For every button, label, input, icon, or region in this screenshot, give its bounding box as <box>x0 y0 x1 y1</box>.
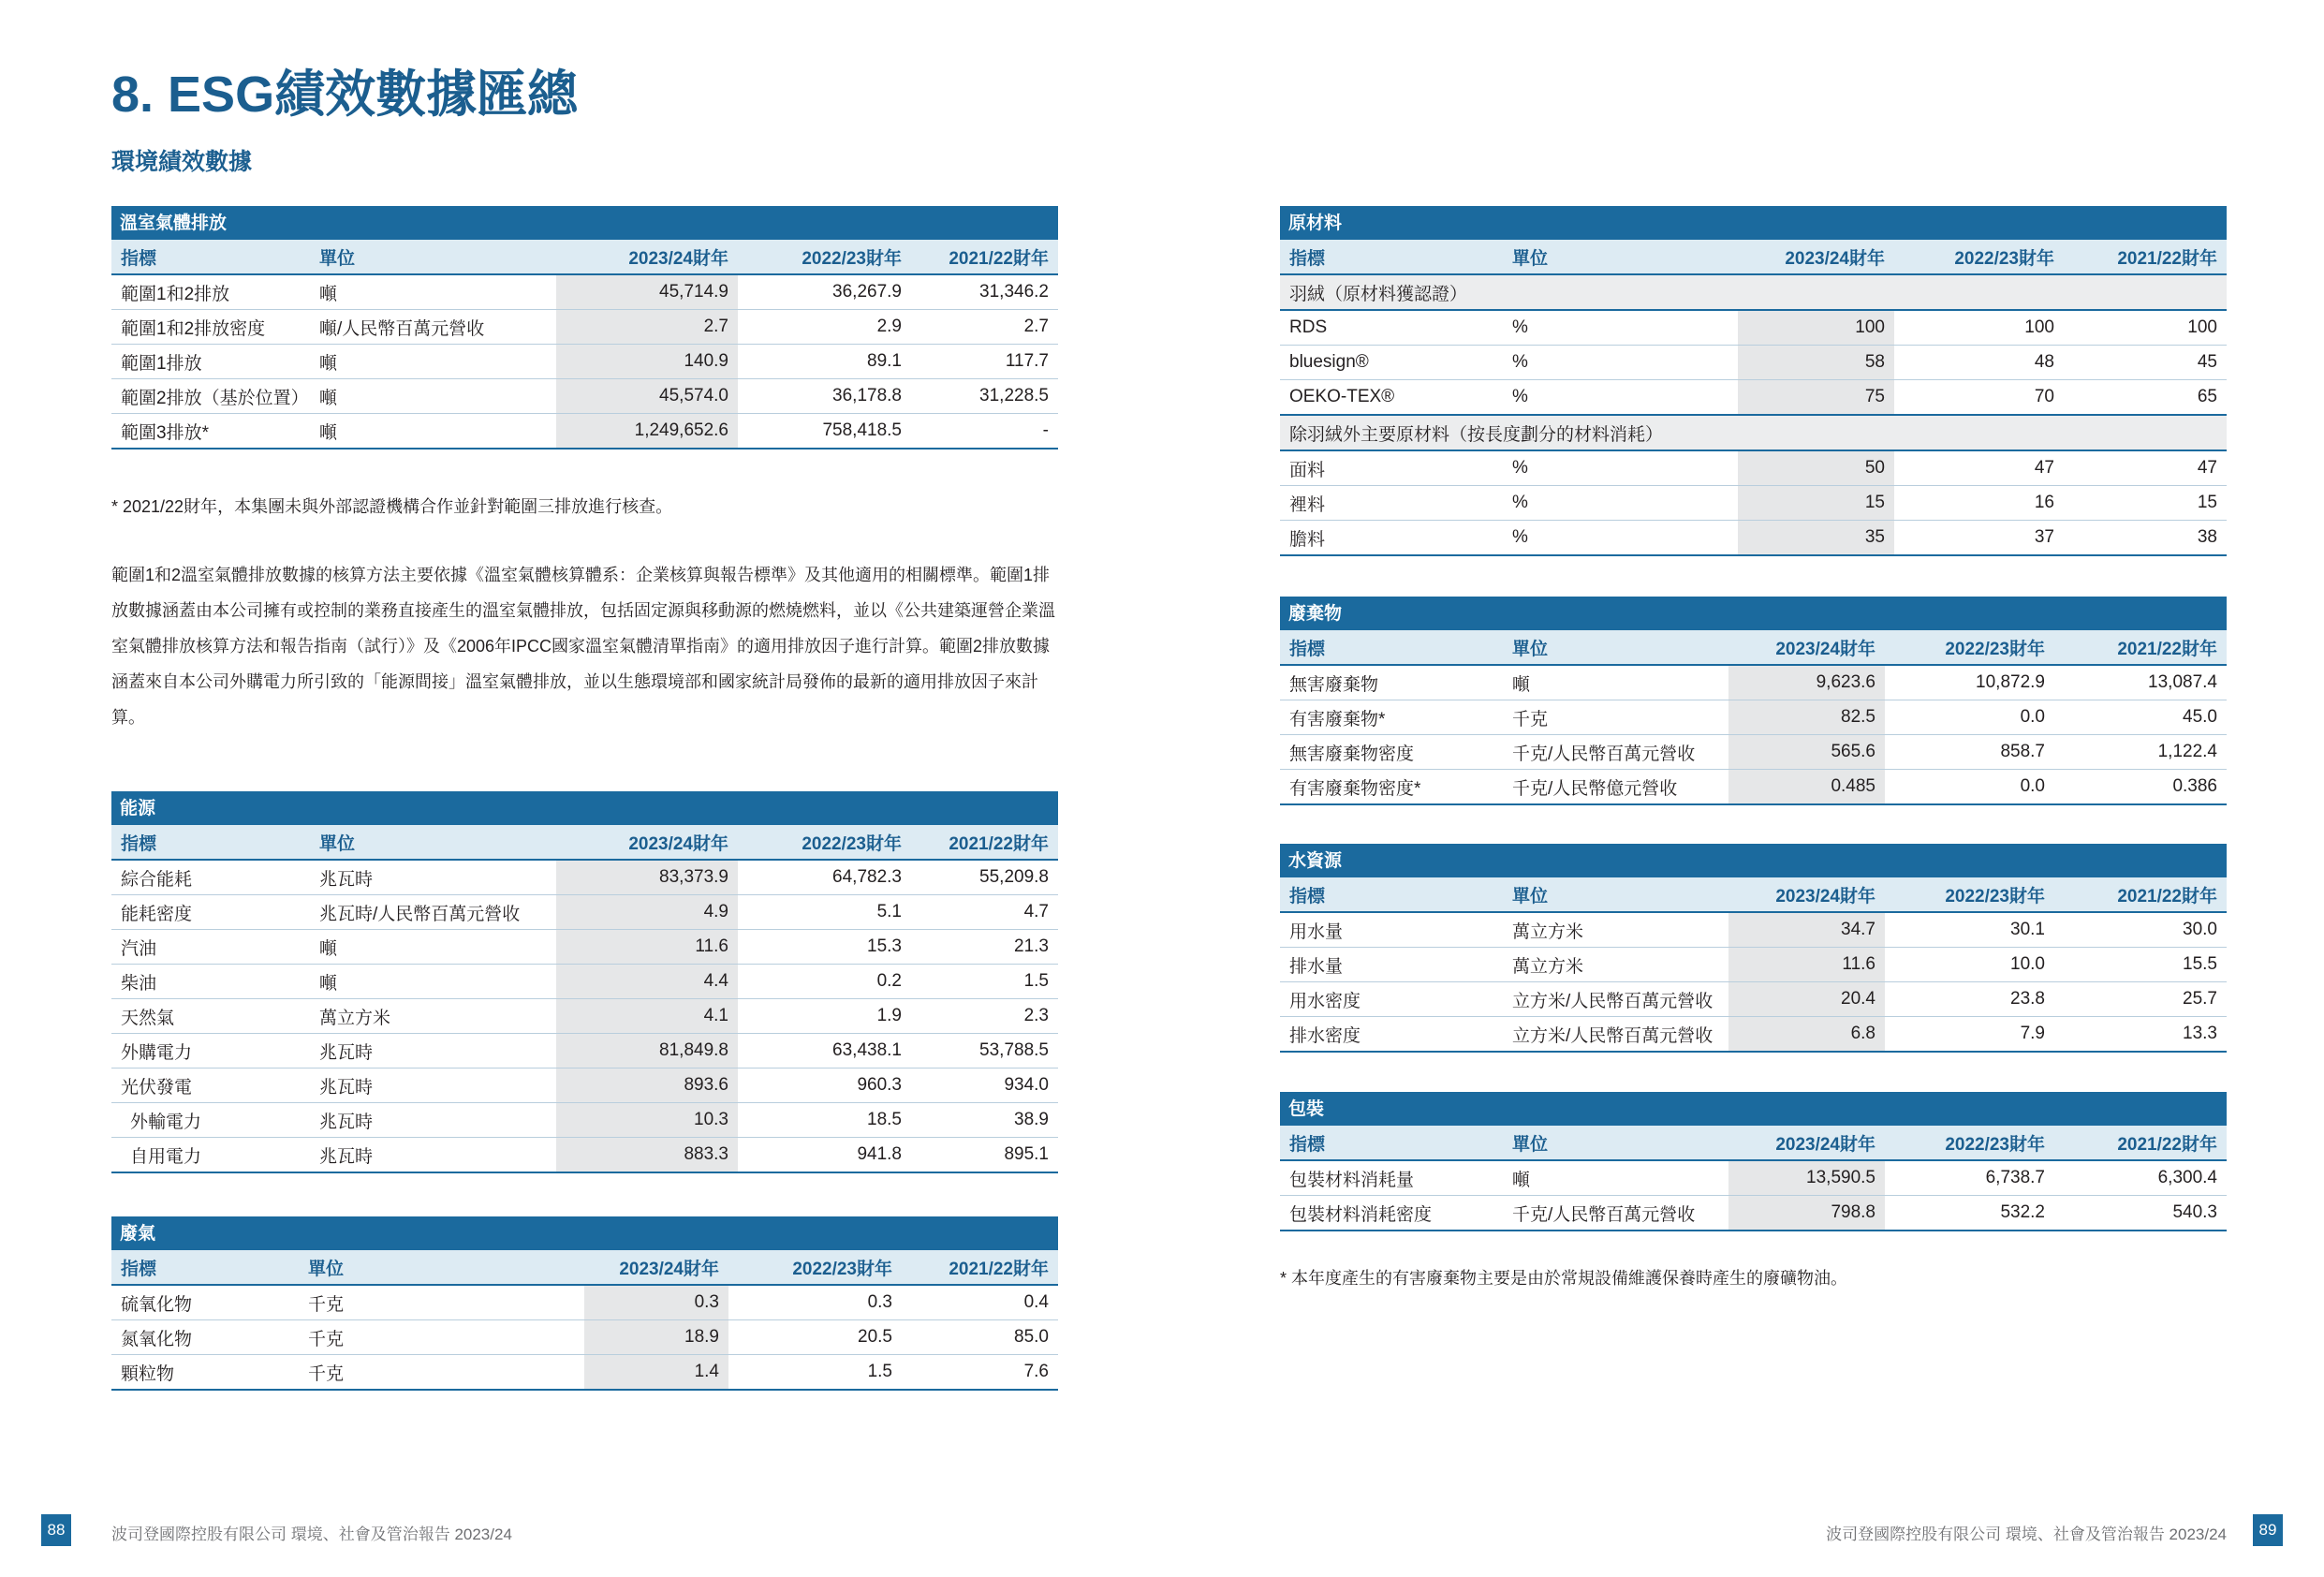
table-row <box>1280 948 2227 982</box>
value-fy2021-22: 21.3 <box>911 930 1058 965</box>
unit-cell: 噸 <box>310 414 556 450</box>
header-fy2021-22: 2021/22財年 <box>911 825 1058 860</box>
value-fy2021-22: 47 <box>2064 450 2227 486</box>
table-row <box>111 999 1058 1034</box>
value-fy2023-24: 1.4 <box>584 1355 728 1391</box>
value-fy2023-24: 4.9 <box>556 895 738 930</box>
value-fy2021-22: 25.7 <box>2054 982 2227 1017</box>
ghg-footnote: * 2021/22財年，本集團未與外部認證機構合作並針對範圍三排放進行核查。 <box>111 497 673 516</box>
unit-cell: % <box>1503 310 1738 346</box>
table-row <box>111 930 1058 965</box>
value-fy2023-24: 11.6 <box>556 930 738 965</box>
table-body <box>111 860 1058 1172</box>
page-number-left: 88 <box>41 1514 71 1546</box>
table-body <box>1280 665 2227 804</box>
unit-cell: 千克/人民幣百萬元營收 <box>1503 1196 1728 1231</box>
table-row <box>111 345 1058 379</box>
value-fy2022-23: 2.9 <box>738 310 911 345</box>
value-fy2021-22: 38.9 <box>911 1103 1058 1138</box>
indicator-cell: 有害廢棄物密度* <box>1280 770 1503 805</box>
table-group-row <box>1280 415 2227 450</box>
value-fy2023-24: 893.6 <box>556 1069 738 1103</box>
table-row <box>1280 1160 2227 1196</box>
energy-table-title: 能源 <box>111 791 1058 825</box>
value-fy2023-24: 9,623.6 <box>1728 665 1885 700</box>
table-row <box>111 1069 1058 1103</box>
value-fy2021-22: 45 <box>2064 346 2227 380</box>
header-fy2022-23: 2022/23財年 <box>1885 1126 2054 1160</box>
indicator-cell: 用水量 <box>1280 912 1503 948</box>
indicator-cell: 天然氣 <box>111 999 310 1034</box>
value-fy2022-23: 758,418.5 <box>738 414 911 450</box>
indicator-cell: 用水密度 <box>1280 982 1503 1017</box>
table-row <box>111 1285 1058 1320</box>
value-fy2023-24: 565.6 <box>1728 735 1885 770</box>
value-fy2022-23: 70 <box>1894 380 2064 416</box>
indicator-cell: RDS <box>1280 310 1503 346</box>
section-subtitle: 環境績效數據 <box>111 149 253 175</box>
table-header-row <box>1280 240 2227 274</box>
unit-cell: 噸 <box>310 930 556 965</box>
table-row <box>111 895 1058 930</box>
indicator-cell: 範圍2排放（基於位置） <box>111 379 310 414</box>
value-fy2021-22: 15.5 <box>2054 948 2227 982</box>
value-fy2021-22: 13,087.4 <box>2054 665 2227 700</box>
table-header-row <box>111 240 1058 274</box>
value-fy2021-22: 2.3 <box>911 999 1058 1034</box>
unit-cell: 萬立方米 <box>310 999 556 1034</box>
indicator-cell: 面料 <box>1280 450 1503 486</box>
value-fy2021-22: - <box>911 414 1058 450</box>
indicator-cell: 範圍1排放 <box>111 345 310 379</box>
value-fy2023-24: 13,590.5 <box>1728 1160 1885 1196</box>
indicator-cell: 裡料 <box>1280 486 1503 521</box>
value-fy2021-22: 30.0 <box>2054 912 2227 948</box>
value-fy2022-23: 960.3 <box>738 1069 911 1103</box>
group-label-other: 除羽絨外主要原材料（按長度劃分的材料消耗） <box>1280 415 2227 450</box>
header-fy2021-22: 2021/22財年 <box>911 240 1058 274</box>
table-row <box>111 1034 1058 1069</box>
table-row <box>1280 346 2227 380</box>
value-fy2023-24: 4.4 <box>556 965 738 999</box>
table-header-row <box>1280 630 2227 665</box>
indicator-cell: 範圍1和2排放 <box>111 274 310 310</box>
header-fy2023-24: 2023/24財年 <box>556 240 738 274</box>
value-fy2022-23: 100 <box>1894 310 2064 346</box>
indicator-cell: 自用電力 <box>111 1138 310 1173</box>
exhaust-data-table <box>111 1250 1058 1391</box>
value-fy2021-22: 31,228.5 <box>911 379 1058 414</box>
header-unit: 單位 <box>310 240 556 274</box>
value-fy2022-23: 16 <box>1894 486 2064 521</box>
unit-cell: 千克 <box>1503 700 1728 735</box>
value-fy2023-24: 0.485 <box>1728 770 1885 805</box>
packaging-data-table <box>1280 1126 2227 1231</box>
value-fy2021-22: 934.0 <box>911 1069 1058 1103</box>
value-fy2023-24: 18.9 <box>584 1320 728 1355</box>
methodology-paragraph: 範圍1和2溫室氣體排放數據的核算方法主要依據《溫室氣體核算體系：企業核算與報告標準》及其他適用的相關標準。範圍1排放數據涵蓋由本公司擁有或控制的業務直接產生的溫室氣體排放，包括固定源與移動源的燃燒燃料，並以《公共建築運營企業溫室氣體排放核算方法和報告指南（試行）》及《2006年IPCC國家溫室氣體清單指南》的適用排放因子進行計算。範圍2排放數據涵蓋來自本公司外購電力所引致的「能源間接」溫室氣體排放，並以生態環境部和國家統計局發佈的最新的適用排放因子來計算。 <box>111 566 1055 727</box>
value-fy2021-22: 1.5 <box>911 965 1058 999</box>
value-fy2023-24: 1,249,652.6 <box>556 414 738 450</box>
energy-table <box>111 791 1058 1173</box>
indicator-cell: bluesign® <box>1280 346 1503 380</box>
value-fy2023-24: 35 <box>1738 521 1894 556</box>
footer-text-left: 波司登國際控股有限公司 環境、社會及管治報告 2023/24 <box>111 1525 512 1543</box>
unit-cell: 噸 <box>1503 665 1728 700</box>
unit-cell: % <box>1503 486 1738 521</box>
value-fy2022-23: 20.5 <box>728 1320 902 1355</box>
header-fy2022-23: 2022/23財年 <box>1894 240 2064 274</box>
table-header-row <box>111 1250 1058 1285</box>
indicator-cell: 顆粒物 <box>111 1355 299 1391</box>
value-fy2021-22: 0.4 <box>902 1285 1058 1320</box>
indicator-cell: 包裝材料消耗密度 <box>1280 1196 1503 1231</box>
indicator-cell: 綜合能耗 <box>111 860 310 895</box>
unit-cell: 兆瓦時 <box>310 860 556 895</box>
value-fy2023-24: 50 <box>1738 450 1894 486</box>
unit-cell: % <box>1503 346 1738 380</box>
table-body <box>1280 450 2227 555</box>
value-fy2023-24: 45,714.9 <box>556 274 738 310</box>
value-fy2021-22: 38 <box>2064 521 2227 556</box>
energy-data-table <box>111 825 1058 1173</box>
indicator-cell: 汽油 <box>111 930 310 965</box>
indicator-cell: 範圍1和2排放密度 <box>111 310 310 345</box>
table-row <box>1280 310 2227 346</box>
unit-cell: 噸 <box>310 345 556 379</box>
unit-cell: 千克/人民幣百萬元營收 <box>1503 735 1728 770</box>
waste-data-table <box>1280 630 2227 805</box>
unit-cell: 噸 <box>310 274 556 310</box>
water-data-table <box>1280 877 2227 1053</box>
value-fy2023-24: 83,373.9 <box>556 860 738 895</box>
indicator-cell: OEKO-TEX® <box>1280 380 1503 416</box>
header-fy2022-23: 2022/23財年 <box>728 1250 902 1285</box>
unit-cell: 噸 <box>310 965 556 999</box>
indicator-cell: 膽料 <box>1280 521 1503 556</box>
ghg-table <box>111 206 1058 450</box>
value-fy2022-23: 1.5 <box>728 1355 902 1391</box>
value-fy2021-22: 13.3 <box>2054 1017 2227 1053</box>
table-row <box>1280 912 2227 948</box>
indicator-cell: 柴油 <box>111 965 310 999</box>
value-fy2021-22: 2.7 <box>911 310 1058 345</box>
value-fy2023-24: 34.7 <box>1728 912 1885 948</box>
indicator-cell: 無害廢棄物密度 <box>1280 735 1503 770</box>
header-indicator: 指標 <box>1280 240 1503 274</box>
header-fy2023-24: 2023/24財年 <box>1738 240 1894 274</box>
table-row <box>1280 735 2227 770</box>
materials-table <box>1280 206 2227 556</box>
table-row <box>1280 521 2227 556</box>
table-header-row <box>111 825 1058 860</box>
table-body <box>1280 912 2227 1052</box>
indicator-cell: 能耗密度 <box>111 895 310 930</box>
value-fy2021-22: 53,788.5 <box>911 1034 1058 1069</box>
materials-table-title: 原材料 <box>1280 206 2227 240</box>
header-fy2023-24: 2023/24財年 <box>1728 1126 1885 1160</box>
value-fy2022-23: 941.8 <box>738 1138 911 1173</box>
unit-cell: 兆瓦時 <box>310 1069 556 1103</box>
indicator-cell: 包裝材料消耗量 <box>1280 1160 1503 1196</box>
indicator-cell: 光伏發電 <box>111 1069 310 1103</box>
value-fy2021-22: 65 <box>2064 380 2227 416</box>
unit-cell: % <box>1503 380 1738 416</box>
table-header-row <box>1280 1126 2227 1160</box>
table-row <box>1280 700 2227 735</box>
water-table <box>1280 844 2227 1053</box>
value-fy2022-23: 5.1 <box>738 895 911 930</box>
exhaust-table-title: 廢氣 <box>111 1216 1058 1250</box>
table-row <box>111 379 1058 414</box>
header-fy2021-22: 2021/22財年 <box>2064 240 2227 274</box>
indicator-cell: 排水密度 <box>1280 1017 1503 1053</box>
value-fy2022-23: 0.2 <box>738 965 911 999</box>
value-fy2023-24: 20.4 <box>1728 982 1885 1017</box>
value-fy2023-24: 798.8 <box>1728 1196 1885 1231</box>
value-fy2022-23: 48 <box>1894 346 2064 380</box>
header-indicator: 指標 <box>1280 1126 1503 1160</box>
indicator-cell: 氮氧化物 <box>111 1320 299 1355</box>
header-unit: 單位 <box>310 825 556 860</box>
ghg-data-table <box>111 240 1058 450</box>
value-fy2022-23: 64,782.3 <box>738 860 911 895</box>
value-fy2021-22: 45.0 <box>2054 700 2227 735</box>
value-fy2022-23: 23.8 <box>1885 982 2054 1017</box>
header-indicator: 指標 <box>1280 877 1503 912</box>
table-row <box>1280 665 2227 700</box>
materials-body-2 <box>1280 415 2227 450</box>
value-fy2023-24: 82.5 <box>1728 700 1885 735</box>
header-fy2023-24: 2023/24財年 <box>1728 630 1885 665</box>
value-fy2023-24: 81,849.8 <box>556 1034 738 1069</box>
value-fy2021-22: 6,300.4 <box>2054 1160 2227 1196</box>
table-row <box>111 1355 1058 1391</box>
group-label-down: 羽絨（原材料獲認證） <box>1280 274 2227 310</box>
unit-cell: 立方米/人民幣百萬元營收 <box>1503 1017 1728 1053</box>
value-fy2021-22: 31,346.2 <box>911 274 1058 310</box>
page-number-right: 89 <box>2253 1514 2283 1546</box>
header-fy2021-22: 2021/22財年 <box>2054 630 2227 665</box>
header-fy2021-22: 2021/22財年 <box>2054 877 2227 912</box>
indicator-cell: 有害廢棄物* <box>1280 700 1503 735</box>
unit-cell: 兆瓦時 <box>310 1034 556 1069</box>
header-unit: 單位 <box>1503 877 1728 912</box>
unit-cell: 千克 <box>299 1320 584 1355</box>
indicator-cell: 外輸電力 <box>111 1103 310 1138</box>
table-body <box>111 1285 1058 1390</box>
table-row <box>111 274 1058 310</box>
table-row <box>1280 982 2227 1017</box>
table-row <box>111 860 1058 895</box>
value-fy2022-23: 63,438.1 <box>738 1034 911 1069</box>
unit-cell: 千克/人民幣億元營收 <box>1503 770 1728 805</box>
footer-text-right: 波司登國際控股有限公司 環境、社會及管治報告 2023/24 <box>1826 1525 2227 1543</box>
header-fy2023-24: 2023/24財年 <box>556 825 738 860</box>
indicator-cell: 無害廢棄物 <box>1280 665 1503 700</box>
header-fy2022-23: 2022/23財年 <box>738 825 911 860</box>
exhaust-table <box>111 1216 1058 1391</box>
value-fy2023-24: 75 <box>1738 380 1894 416</box>
value-fy2022-23: 7.9 <box>1885 1017 2054 1053</box>
header-unit: 單位 <box>1503 240 1738 274</box>
header-indicator: 指標 <box>1280 630 1503 665</box>
table-row <box>111 1103 1058 1138</box>
unit-cell: % <box>1503 521 1738 556</box>
header-fy2022-23: 2022/23財年 <box>1885 877 2054 912</box>
table-group-row <box>1280 274 2227 310</box>
value-fy2021-22: 15 <box>2064 486 2227 521</box>
header-fy2021-22: 2021/22財年 <box>2054 1126 2227 1160</box>
table-row <box>111 1138 1058 1173</box>
unit-cell: % <box>1503 450 1738 486</box>
value-fy2023-24: 0.3 <box>584 1285 728 1320</box>
header-indicator: 指標 <box>111 240 310 274</box>
value-fy2021-22: 100 <box>2064 310 2227 346</box>
water-table-title: 水資源 <box>1280 844 2227 877</box>
packaging-table-title: 包裝 <box>1280 1092 2227 1126</box>
unit-cell: 萬立方米 <box>1503 948 1728 982</box>
table-row <box>1280 770 2227 805</box>
value-fy2022-23: 36,267.9 <box>738 274 911 310</box>
materials-data-table <box>1280 240 2227 556</box>
waste-table <box>1280 597 2227 805</box>
indicator-cell: 排水量 <box>1280 948 1503 982</box>
value-fy2023-24: 4.1 <box>556 999 738 1034</box>
value-fy2022-23: 36,178.8 <box>738 379 911 414</box>
table-row <box>1280 1196 2227 1231</box>
value-fy2023-24: 2.7 <box>556 310 738 345</box>
table-row <box>1280 450 2227 486</box>
header-fy2022-23: 2022/23財年 <box>738 240 911 274</box>
value-fy2023-24: 58 <box>1738 346 1894 380</box>
table-body <box>1280 1160 2227 1231</box>
value-fy2023-24: 883.3 <box>556 1138 738 1173</box>
value-fy2022-23: 0.0 <box>1885 770 2054 805</box>
table-row <box>111 414 1058 450</box>
value-fy2022-23: 89.1 <box>738 345 911 379</box>
page-title: 8. ESG績效數據匯總 <box>111 66 579 123</box>
waste-table-title: 廢棄物 <box>1280 597 2227 630</box>
value-fy2021-22: 85.0 <box>902 1320 1058 1355</box>
value-fy2022-23: 858.7 <box>1885 735 2054 770</box>
table-row <box>1280 380 2227 416</box>
table-body <box>1280 310 2227 415</box>
value-fy2022-23: 6,738.7 <box>1885 1160 2054 1196</box>
unit-cell: 千克 <box>299 1355 584 1391</box>
value-fy2022-23: 10,872.9 <box>1885 665 2054 700</box>
materials-body <box>1280 274 2227 310</box>
value-fy2022-23: 15.3 <box>738 930 911 965</box>
value-fy2021-22: 540.3 <box>2054 1196 2227 1231</box>
value-fy2022-23: 10.0 <box>1885 948 2054 982</box>
unit-cell: 萬立方米 <box>1503 912 1728 948</box>
value-fy2021-22: 1,122.4 <box>2054 735 2227 770</box>
header-unit: 單位 <box>1503 1126 1728 1160</box>
table-row <box>111 1320 1058 1355</box>
value-fy2022-23: 30.1 <box>1885 912 2054 948</box>
value-fy2023-24: 100 <box>1738 310 1894 346</box>
value-fy2021-22: 117.7 <box>911 345 1058 379</box>
value-fy2021-22: 4.7 <box>911 895 1058 930</box>
unit-cell: 千克 <box>299 1285 584 1320</box>
value-fy2023-24: 15 <box>1738 486 1894 521</box>
indicator-cell: 外購電力 <box>111 1034 310 1069</box>
value-fy2021-22: 7.6 <box>902 1355 1058 1391</box>
value-fy2022-23: 47 <box>1894 450 2064 486</box>
value-fy2021-22: 55,209.8 <box>911 860 1058 895</box>
header-indicator: 指標 <box>111 1250 299 1285</box>
table-row <box>111 310 1058 345</box>
unit-cell: 兆瓦時/人民幣百萬元營收 <box>310 895 556 930</box>
value-fy2022-23: 0.3 <box>728 1285 902 1320</box>
indicator-cell: 硫氧化物 <box>111 1285 299 1320</box>
indicator-cell: 範圍3排放* <box>111 414 310 450</box>
table-header-row <box>1280 877 2227 912</box>
value-fy2022-23: 1.9 <box>738 999 911 1034</box>
value-fy2023-24: 45,574.0 <box>556 379 738 414</box>
value-fy2023-24: 10.3 <box>556 1103 738 1138</box>
table-row <box>111 965 1058 999</box>
value-fy2022-23: 37 <box>1894 521 2064 556</box>
table-body <box>111 274 1058 449</box>
table-row <box>1280 1017 2227 1053</box>
unit-cell: 噸/人民幣百萬元營收 <box>310 310 556 345</box>
unit-cell: 噸 <box>1503 1160 1728 1196</box>
value-fy2023-24: 140.9 <box>556 345 738 379</box>
value-fy2021-22: 895.1 <box>911 1138 1058 1173</box>
value-fy2023-24: 11.6 <box>1728 948 1885 982</box>
header-fy2021-22: 2021/22財年 <box>902 1250 1058 1285</box>
ghg-table-title: 溫室氣體排放 <box>111 206 1058 240</box>
packaging-table <box>1280 1092 2227 1231</box>
unit-cell: 噸 <box>310 379 556 414</box>
value-fy2022-23: 532.2 <box>1885 1196 2054 1231</box>
header-unit: 單位 <box>299 1250 584 1285</box>
value-fy2022-23: 18.5 <box>738 1103 911 1138</box>
header-fy2023-24: 2023/24財年 <box>584 1250 728 1285</box>
unit-cell: 兆瓦時 <box>310 1103 556 1138</box>
table-row <box>1280 486 2227 521</box>
value-fy2021-22: 0.386 <box>2054 770 2227 805</box>
value-fy2022-23: 0.0 <box>1885 700 2054 735</box>
value-fy2023-24: 6.8 <box>1728 1017 1885 1053</box>
header-indicator: 指標 <box>111 825 310 860</box>
unit-cell: 兆瓦時 <box>310 1138 556 1173</box>
unit-cell: 立方米/人民幣百萬元營收 <box>1503 982 1728 1017</box>
header-fy2022-23: 2022/23財年 <box>1885 630 2054 665</box>
header-fy2023-24: 2023/24財年 <box>1728 877 1885 912</box>
waste-footnote: * 本年度產生的有害廢棄物主要是由於常規設備維護保養時產生的廢礦物油。 <box>1280 1269 1848 1288</box>
header-unit: 單位 <box>1503 630 1728 665</box>
